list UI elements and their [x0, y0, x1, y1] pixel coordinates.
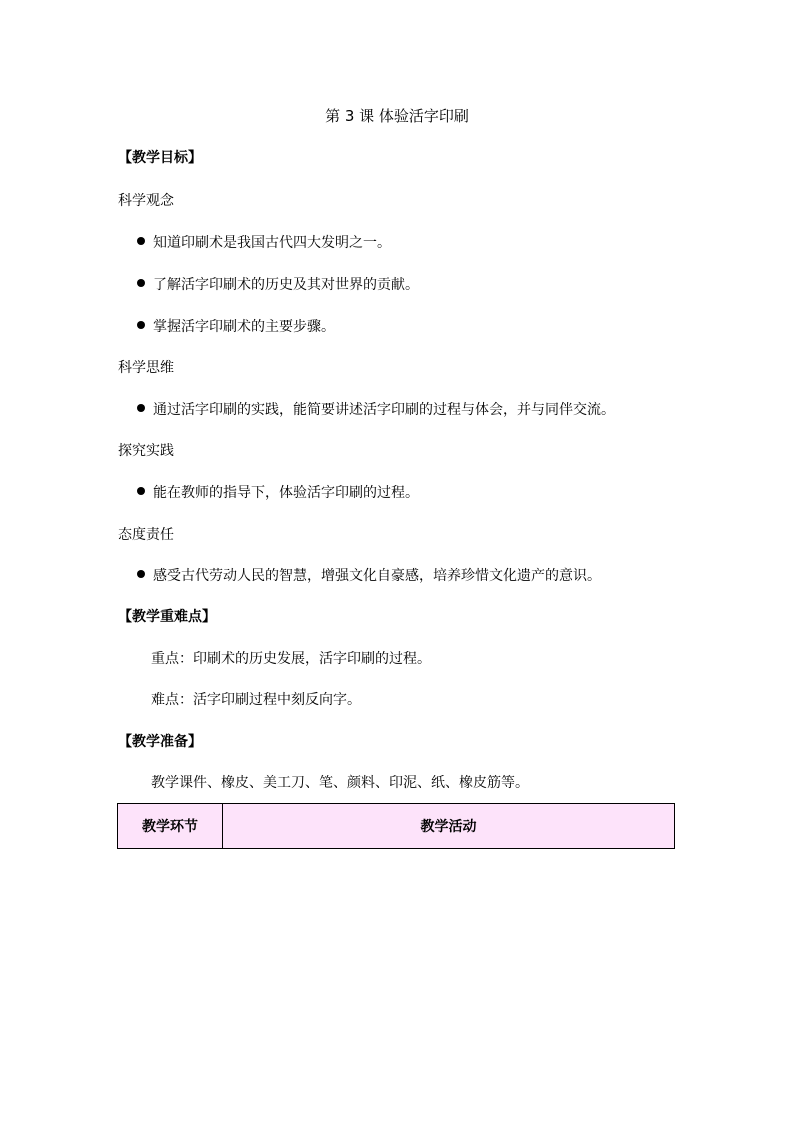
science-concept-label: 科学观念 [118, 193, 174, 209]
list-item-text: 通过活字印刷的实践，能简要讲述活字印刷的过程与体会，并与同伴交流。 [153, 402, 615, 418]
inquiry-practice-label: 探究实践 [118, 443, 174, 459]
list-item [137, 483, 419, 503]
bullet-icon [137, 487, 145, 495]
list-item [137, 400, 615, 420]
list-item-text: 感受古代劳动人民的智慧，增强文化自豪感，培养珍惜文化遗产的意识。 [153, 568, 601, 584]
table-header-cell-stage: 教学环节 [118, 804, 223, 848]
list-item-text: 知道印刷术是我国古代四大发明之一。 [153, 235, 391, 251]
attitude-label: 态度责任 [118, 527, 174, 543]
key-points-heading: 【教学重难点】 [118, 609, 216, 625]
bullet-icon [137, 321, 145, 329]
page-title: 第 3 课 体验活字印刷 [325, 107, 469, 125]
preparation-heading: 【教学准备】 [118, 734, 202, 750]
list-item-text: 了解活字印刷术的历史及其对世界的贡献。 [153, 277, 419, 293]
preparation-text: 教学课件、橡皮、美工刀、笔、颜料、印泥、纸、橡皮筋等。 [151, 775, 529, 791]
key-point-text: 重点：印刷术的历史发展，活字印刷的过程。 [151, 651, 431, 667]
teaching-table-header [117, 803, 675, 849]
difficult-point-text: 难点：活字印刷过程中刻反向字。 [151, 692, 361, 708]
list-item-text: 能在教师的指导下，体验活字印刷的过程。 [153, 485, 419, 501]
bullet-icon [137, 404, 145, 412]
bullet-icon [137, 237, 145, 245]
list-item-text: 掌握活字印刷术的主要步骤。 [153, 319, 335, 335]
goals-heading: 【教学目标】 [118, 150, 202, 166]
list-item [137, 317, 335, 337]
table-header-cell-activity: 教学活动 [420, 819, 477, 835]
list-item [137, 275, 419, 295]
bullet-icon [137, 279, 145, 287]
bullet-icon [137, 570, 145, 578]
science-thinking-label: 科学思维 [118, 360, 174, 376]
list-item [137, 566, 601, 586]
list-item [137, 233, 391, 253]
